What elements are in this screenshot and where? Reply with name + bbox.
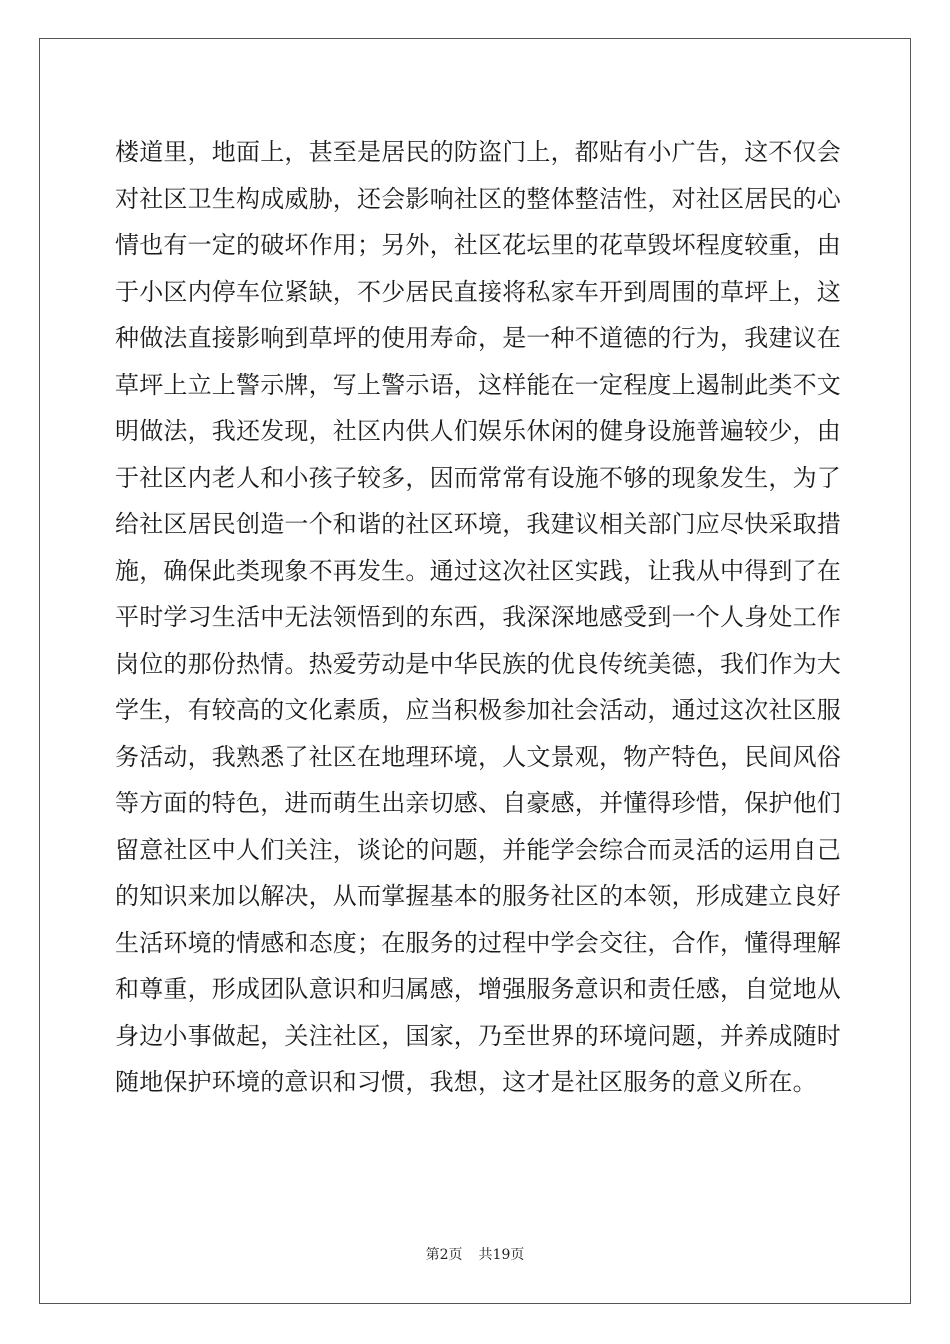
text-line: 平时学习生活中无法领悟到的东西，我深深地感受到一个人身处工作 xyxy=(115,603,841,631)
text-line: 学生，有较高的文化素质，应当积极参加社会活动，通过这次社区服 xyxy=(115,696,841,724)
text-line: 对社区卫生构成威胁，还会影响社区的整体整洁性，对社区居民的心 xyxy=(115,184,841,213)
text-line: 岗位的那份热情。热爱劳动是中华民族的优良传统美德，我们作为大 xyxy=(115,649,841,678)
text-line: 和尊重，形成团队意识和归属感，增强服务意识和责任感，自觉地从 xyxy=(115,975,841,1003)
text-line: 种做法直接影响到草坪的使用寿命，是一种不道德的行为，我建议在 xyxy=(115,324,841,352)
text-line: 身边小事做起，关注社区，国家，乃至世界的环境问题，并养成随时 xyxy=(115,1021,841,1050)
text-line: 生活环境的情感和态度；在服务的过程中学会交往，合作，懂得理解 xyxy=(115,928,841,957)
text-line: 草坪上立上警示牌，写上警示语，这样能在一定程度上遏制此类不文 xyxy=(115,370,841,399)
text-line: 的知识来加以解决，从而掌握基本的服务社区的本领，形成建立良好 xyxy=(115,882,841,910)
page-footer xyxy=(0,1244,950,1264)
text-line: 情也有一定的破坏作用；另外，社区花坛里的花草毁坏程度较重，由 xyxy=(115,231,841,259)
text-line: 于小区内停车位紧缺，不少居民直接将私家车开到周围的草坪上，这 xyxy=(115,277,841,306)
page-total: 共19页 xyxy=(478,1247,525,1263)
text-line: 留意社区中人们关注，谈论的问题，并能学会综合而灵活的运用自己 xyxy=(115,835,841,864)
text-line: 等方面的特色，进而萌生出亲切感、自豪感，并懂得珍惜，保护他们 xyxy=(115,789,841,817)
text-line: 施，确保此类现象不再发生。通过这次社区实践，让我从中得到了在 xyxy=(115,556,841,585)
text-line: 明做法，我还发现，社区内供人们娱乐休闲的健身设施普遍较少，由 xyxy=(115,417,841,445)
text-line: 楼道里，地面上，甚至是居民的防盗门上，都贴有小广告，这不仅会 xyxy=(115,138,841,166)
page-number: 第2页 xyxy=(425,1247,463,1263)
text-line: 给社区居民创造一个和谐的社区环境，我建议相关部门应尽快采取措 xyxy=(115,510,841,538)
document-body xyxy=(115,129,841,1106)
text-line: 随地保护环境的意识和习惯，我想，这才是社区服务的意义所在。 xyxy=(115,1068,817,1096)
text-line: 于社区内老人和小孩子较多，因而常常有设施不够的现象发生，为了 xyxy=(115,463,841,492)
text-line: 务活动，我熟悉了社区在地理环境，人文景观，物产特色，民间风俗 xyxy=(115,742,841,771)
